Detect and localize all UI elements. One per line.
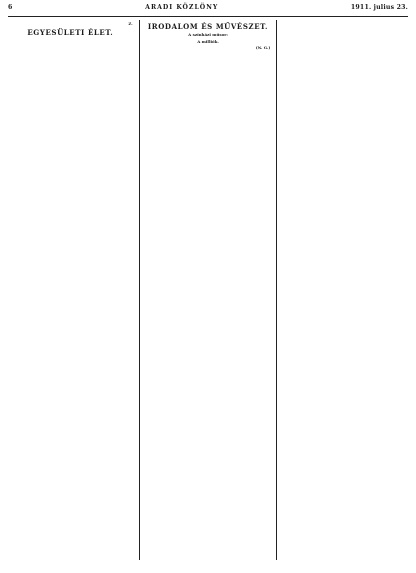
review-signature: (N. G.): [255, 45, 271, 50]
header-rule: [8, 16, 408, 17]
page-header: [8, 4, 408, 14]
newspaper-title: ARADI KÖZLÖNY: [145, 4, 219, 11]
issue-date: 1911. julius 23.: [350, 4, 408, 11]
article-signature: Z.: [128, 21, 133, 26]
column-divider: [139, 20, 140, 560]
section-heading-egyesuleti-elet: EGYESÜLETI ÉLET.: [27, 28, 114, 38]
column-3: [283, 20, 408, 560]
column-divider: [276, 20, 277, 560]
theatre-program-heading: A színházi műsor:: [188, 32, 228, 37]
columns: [8, 20, 408, 560]
column-1: [8, 20, 133, 560]
page-number: 6: [8, 4, 13, 11]
review-heading: A milliók.: [197, 39, 219, 44]
column-2: [146, 20, 271, 560]
section-heading-irodalom: IRODALOM ÉS MŰVÉSZET.: [147, 22, 269, 31]
